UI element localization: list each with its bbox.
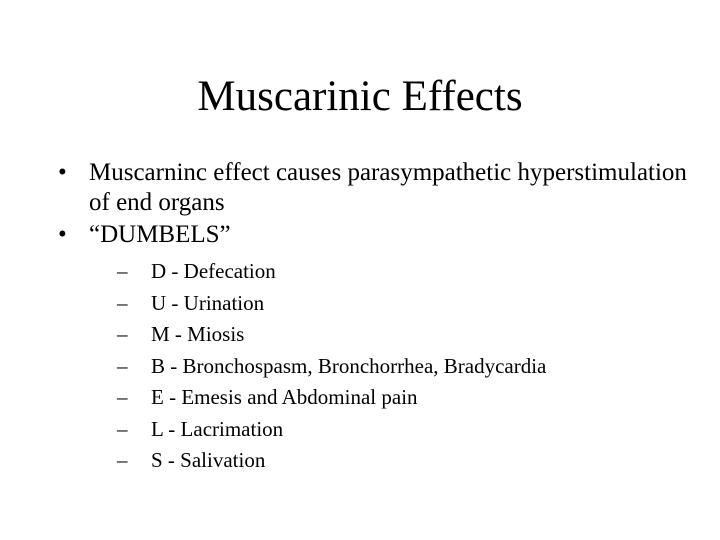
subitem-bronchospasm <box>117 351 698 383</box>
subitem-salivation <box>117 445 698 477</box>
slide-body <box>58 158 698 477</box>
dash-marker: – <box>117 448 128 472</box>
bullet-text: Muscarninc effect causes parasympathetic hyperstimulation of end organs <box>89 159 687 216</box>
subitem-text: M - Miosis <box>151 322 245 346</box>
subitem-text: S - Salivation <box>151 448 266 472</box>
dash-marker: – <box>117 290 128 315</box>
subitem-text: D - Defecation <box>151 259 276 283</box>
subitem-miosis <box>117 319 698 351</box>
dash-marker: – <box>117 259 128 283</box>
subitem-urination <box>117 288 698 320</box>
bullet-text: “DUMBELS” <box>89 221 231 248</box>
bullet-marker: • <box>58 221 67 248</box>
dumbels-sublist <box>117 256 698 477</box>
subitem-lacrimation <box>117 414 698 446</box>
subitem-text: E - Emesis and Abdominal pain <box>151 385 418 409</box>
subitem-defecation <box>117 256 698 288</box>
dash-marker: – <box>117 353 128 378</box>
slide-title: Muscarinic Effects <box>197 73 523 120</box>
subitem-text: B - Bronchospasm, Bronchorrhea, Bradycardia <box>151 353 547 378</box>
subitem-emesis <box>117 382 698 414</box>
bullet-marker: • <box>58 159 67 186</box>
subitem-text: L - Lacrimation <box>151 416 284 441</box>
subitem-text: U - Urination <box>151 290 265 315</box>
dash-marker: – <box>117 416 128 441</box>
bullet-item-muscarinic-effect <box>58 158 698 218</box>
dash-marker: – <box>117 322 128 346</box>
bullet-item-dumbels <box>58 220 698 250</box>
dash-marker: – <box>117 385 128 409</box>
